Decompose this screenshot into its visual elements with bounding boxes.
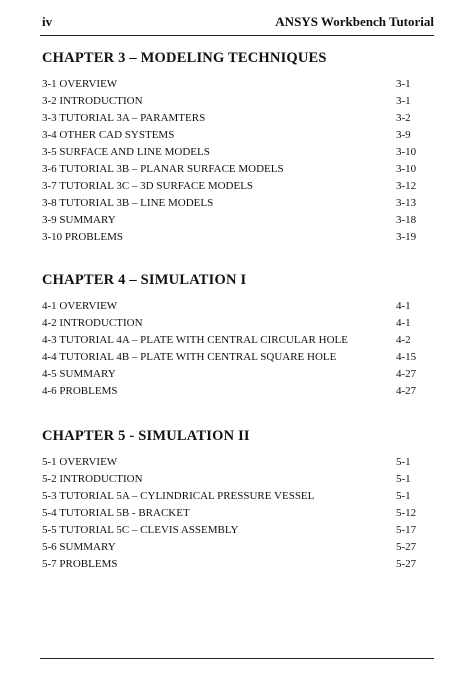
toc-entry-page: 4-15 xyxy=(396,351,417,363)
toc-entry-page: 5-1 xyxy=(396,490,411,502)
toc-entry-page: 4-1 xyxy=(396,317,411,329)
toc-entry-page: 5-1 xyxy=(396,473,411,485)
toc-entry xyxy=(42,488,434,505)
chapter-section xyxy=(42,272,434,400)
toc-entry xyxy=(42,110,434,127)
toc-entry-page: 5-27 xyxy=(396,541,417,553)
toc-entry-page: 4-2 xyxy=(396,334,411,346)
toc-entry-title: 4-6 PROBLEMS xyxy=(42,385,118,397)
toc-entry-title: 4-3 TUTORIAL 4A – PLATE WITH CENTRAL CIRCULAR HOLE xyxy=(42,334,348,346)
page-header xyxy=(42,14,434,34)
toc-entry xyxy=(42,505,434,522)
toc-entry xyxy=(42,93,434,110)
toc-entry-page: 3-13 xyxy=(396,197,417,209)
toc-entry xyxy=(42,212,434,229)
toc-entry-title: 3-2 INTRODUCTION xyxy=(42,95,143,107)
toc-entry-title: 3-9 SUMMARY xyxy=(42,214,116,226)
toc-entry-title: 3-10 PROBLEMS xyxy=(42,231,123,243)
toc-entry xyxy=(42,383,434,400)
toc-list xyxy=(42,454,434,573)
toc-entry-title: 3-8 TUTORIAL 3B – LINE MODELS xyxy=(42,197,214,209)
toc-entry xyxy=(42,522,434,539)
toc-entry xyxy=(42,195,434,212)
toc-entry-title: 3-3 TUTORIAL 3A – PARAMTERS xyxy=(42,112,206,124)
toc-entry-page: 5-17 xyxy=(396,524,417,536)
chapter-title: CHAPTER 4 – SIMULATION I xyxy=(42,272,247,288)
toc-entry xyxy=(42,127,434,144)
toc-entry-page: 5-27 xyxy=(396,558,417,570)
toc-entry-title: 5-4 TUTORIAL 5B - BRACKET xyxy=(42,507,190,519)
toc-entry-title: 3-6 TUTORIAL 3B – PLANAR SURFACE MODELS xyxy=(42,163,284,175)
toc-entry-title: 5-2 INTRODUCTION xyxy=(42,473,143,485)
toc-entry xyxy=(42,229,434,246)
chapter-title: CHAPTER 5 - SIMULATION II xyxy=(42,428,250,444)
toc-list xyxy=(42,298,434,400)
toc-entry-title: 5-3 TUTORIAL 5A – CYLINDRICAL PRESSURE VESSEL xyxy=(42,490,315,502)
toc-entry xyxy=(42,332,434,349)
toc-entry-title: 4-2 INTRODUCTION xyxy=(42,317,143,329)
chapter-section xyxy=(42,428,434,573)
toc-entry-page: 5-12 xyxy=(396,507,417,519)
toc-entry-page: 3-10 xyxy=(396,163,417,175)
chapter-title: CHAPTER 3 – MODELING TECHNIQUES xyxy=(42,50,327,66)
header-rule xyxy=(40,35,434,36)
toc-entry xyxy=(42,556,434,573)
toc-entry-page: 3-19 xyxy=(396,231,417,243)
toc-list xyxy=(42,76,434,246)
toc-entry-page: 5-1 xyxy=(396,456,411,468)
toc-entry-title: 4-4 TUTORIAL 4B – PLATE WITH CENTRAL SQUARE HOLE xyxy=(42,351,337,363)
toc-entry-title: 3-5 SURFACE AND LINE MODELS xyxy=(42,146,210,158)
toc-entry xyxy=(42,144,434,161)
toc-entry-title: 5-1 OVERVIEW xyxy=(42,456,118,468)
toc-entry-title: 3-1 OVERVIEW xyxy=(42,78,118,90)
toc-entry-title: 4-5 SUMMARY xyxy=(42,368,116,380)
page-number: iv xyxy=(42,14,53,29)
toc-entry-page: 3-9 xyxy=(396,129,411,141)
toc-entry xyxy=(42,161,434,178)
toc-entry-title: 3-4 OTHER CAD SYSTEMS xyxy=(42,129,175,141)
toc-entry-page: 3-1 xyxy=(396,95,411,107)
toc-entry xyxy=(42,315,434,332)
toc-entry-title: 5-5 TUTORIAL 5C – CLEVIS ASSEMBLY xyxy=(42,524,239,536)
toc-entry-page: 4-1 xyxy=(396,300,411,312)
toc-entry-page: 3-1 xyxy=(396,78,411,90)
toc-entry-page: 4-27 xyxy=(396,385,417,397)
toc-entry xyxy=(42,471,434,488)
toc-entry-page: 3-12 xyxy=(396,180,417,192)
toc-entry xyxy=(42,539,434,556)
toc-entry-title: 5-7 PROBLEMS xyxy=(42,558,118,570)
toc-entry xyxy=(42,454,434,471)
toc-entry-page: 3-10 xyxy=(396,146,417,158)
toc-entry-page: 4-27 xyxy=(396,368,417,380)
toc-entry xyxy=(42,349,434,366)
toc-entry xyxy=(42,366,434,383)
book-title: ANSYS Workbench Tutorial xyxy=(275,14,434,29)
footer-rule xyxy=(40,658,434,659)
toc-entry-title: 4-1 OVERVIEW xyxy=(42,300,118,312)
toc-entry-page: 3-2 xyxy=(396,112,411,124)
chapter-section xyxy=(42,50,434,246)
toc-entry xyxy=(42,298,434,315)
toc-entry xyxy=(42,76,434,93)
toc-entry xyxy=(42,178,434,195)
toc-entry-page: 3-18 xyxy=(396,214,417,226)
toc-entry-title: 3-7 TUTORIAL 3C – 3D SURFACE MODELS xyxy=(42,180,254,192)
toc-entry-title: 5-6 SUMMARY xyxy=(42,541,116,553)
